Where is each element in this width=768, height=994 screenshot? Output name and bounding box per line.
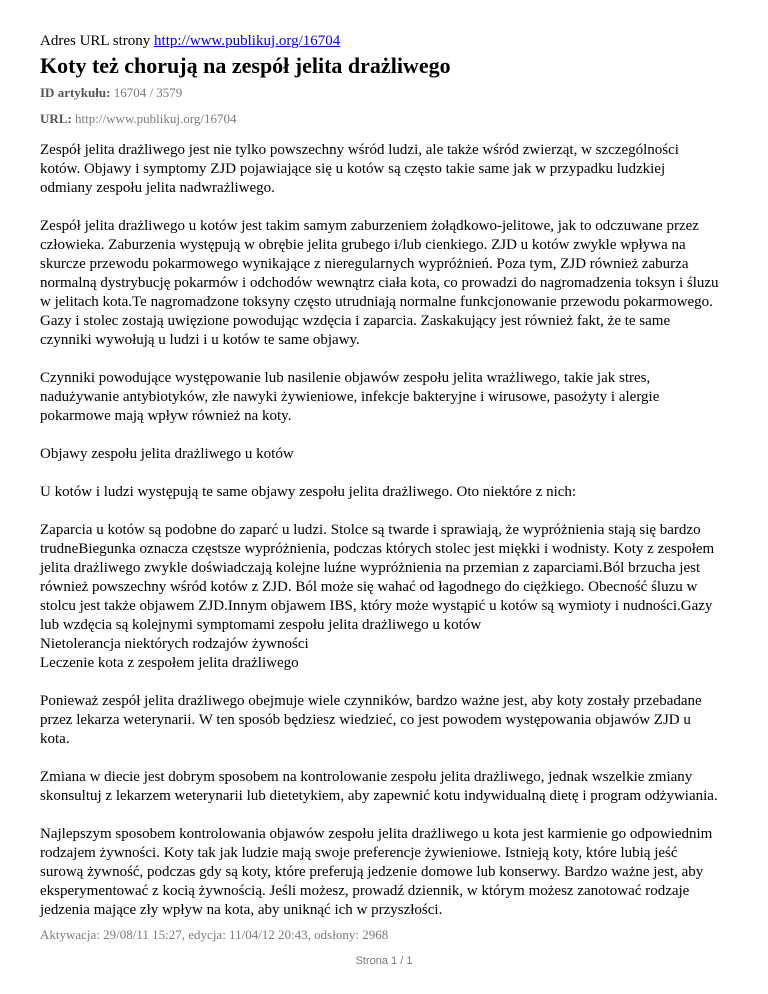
paragraph: Zmiana w diecie jest dobrym sposobem na kontrolowanie zespołu jelita drażliwego, jednak wszelkie zmiany skonsultuj z lekarzem weterynarii lub dietetykiem, aby zapewnić kotu indywidualną dietę i program odżywiania. [40,769,718,804]
article-id [40,85,720,101]
paragraph: Zespół jelita drażliwego u kotów jest takim samym zaburzeniem żołądkowo-jelitowe, jak to odczuwane przez człowieka. Zaburzenia występują w obrębie jelita grubego i/lub cienkiego. ZJD u kotów zwykle wpływa na skurcze przewodu pokarmowego wynikające z nieregularnych wypróżnień. Poza tym, ZJD również zaburza normalną dystrybucję pokarmów i odchodów wewnątrz ciała kota, co prowadzi do nagromadzenia toksyn i śluzu w jelitach kota.Te nagromadzone toksyny często utrudniają normalne funkcjonowanie przewodu pokarmowego. Gazy i stolec zostają uwięzione powodując wzdęcia i zaparcia. Zaskakujący jest również fakt, że te same czynniki wywołują u ludzi i u kotów te same objawy. [40,218,719,348]
paragraph: Nietolerancja niektórych rodzajów żywności [40,636,309,652]
paragraph: U kotów i ludzi występują te same objawy zespołu jelita drażliwego. Oto niektóre z nich: [40,484,577,500]
article-id-value: 16704 / 3579 [113,85,183,100]
paragraph: Najlepszym sposobem kontrolowania objawów zespołu jelita drażliwego u kota jest karmienie go odpowiednim rodzajem żywności. Koty tak jak ludzie mają swoje preferencje żywieniowe. Istnieją koty, które lubią jeść surową żywność, podczas gdy są koty, które preferują jedzenie domowe lub konserwy. Bardzo ważne jest, aby eksperymentować z kocią żywnością. Jeśli możesz, prowadź dziennik, w którym możesz zanotować rodzaje jedzenia mające zły wpływ na kota, aby uniknąć ich w przyszłości. [40,826,713,918]
section-heading: Objawy zespołu jelita drażliwego u kotów [40,446,294,462]
paragraph: Ponieważ zespół jelita drażliwego obejmuje wiele czynników, bardzo ważne jest, aby koty zostały przebadane przez lekarza weterynarii. W ten sposób będziesz wiedzieć, co jest powodem występowania objawów ZJD u kota. [40,693,702,747]
article-activity: Aktywacja: 29/08/11 15:27, edycja: 11/04/12 20:43, odsłony: 2968 [40,927,389,942]
article-body [40,141,720,920]
paragraph: Zespół jelita drażliwego jest nie tylko powszechny wśród ludzi, ale także wśród zwierząt, w szczególności kotów. Objawy i symptomy ZJD pojawiające się u kotów są często takie same jak w przypadku ludzkiej odmiany zespołu jelita nadwrażliwego. [40,142,679,196]
section-heading: Leczenie kota z zespołem jelita drażliwego [40,655,299,671]
article-url [40,111,720,127]
article-title: Koty też chorują na zespół jelita drażliwego [40,53,451,78]
paragraph: Czynniki powodujące występowanie lub nasilenie objawów zespołu jelita wrażliwego, takie jak stres, nadużywanie antybiotyków, złe nawyki żywieniowe, infekcje bakteryjne i wirusowe, pasożyty i alergie pokarmowe mają wpływ również na koty. [40,370,660,424]
paragraph: Zaparcia u kotów są podobne do zaparć u ludzi. Stolce są twarde i sprawiają, że wypróżnienia stają się bardzo trudneBiegunka oznacza częstsze wypróżnienia, podczas których stolec jest miękki i wodnisty. Koty z zespołem jelita drażliwego zwykle doświadczają kolejne luźne wypróżnienia na przemian z zaparciami.Ból brzucha jest również powszechny wśród kotów z ZJD. Ból może się wahać od łagodnego do ciężkiego. Obecność śluzu w stolcu jest także objawem ZJD.Innym objawem IBS, który może wystąpić u kotów są wymioty i nudności.Gazy lub wzdęcia są kolejnymi symptomami zespołu jelita drażliwego u kotów [40,522,715,633]
article-url-label: URL: [40,111,72,126]
article-id-label: ID artykułu: [40,85,111,100]
document-page [40,32,720,943]
source-url-line [40,32,720,50]
source-url-label: Adres URL strony [40,33,151,49]
page-number: Strona 1 / 1 [355,955,413,967]
article-url-value: http://www.publikuj.org/16704 [75,111,237,126]
source-url-link[interactable]: http://www.publikuj.org/16704 [154,33,341,49]
